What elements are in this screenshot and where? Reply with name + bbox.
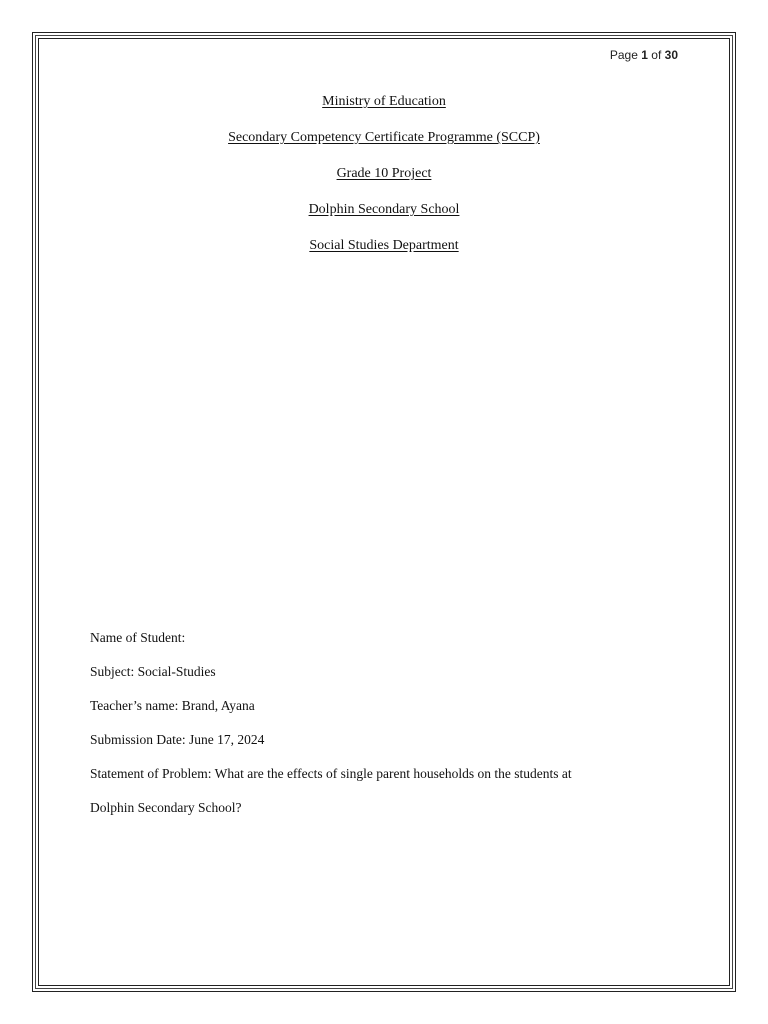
teacher-name-line: Teacher’s name: Brand, Ayana: [90, 698, 255, 713]
student-name-line: Name of Student:: [90, 630, 186, 645]
page-number-separator: of: [651, 48, 662, 62]
title-ministry-text: Ministry of Education: [322, 94, 446, 109]
title-department-text: Social Studies Department: [309, 238, 459, 253]
page-number-current: 1: [641, 48, 648, 62]
title-line-school: [0, 201, 768, 237]
page-number-total: 30: [664, 48, 678, 62]
title-line-ministry: [0, 93, 768, 129]
title-grade-text: Grade 10 Project: [336, 166, 432, 181]
title-line-programme: [0, 129, 768, 165]
page-number-indicator: [610, 48, 678, 62]
problem-statement-line-2: Dolphin Secondary School?: [90, 800, 242, 815]
title-header: [0, 93, 768, 273]
title-line-grade: [0, 165, 768, 201]
problem-statement-line-1: Statement of Problem: What are the effects of single parent households on the students at: [90, 766, 572, 781]
subject-line: Subject: Social-Studies: [90, 664, 216, 679]
title-programme-text: Secondary Competency Certificate Programme (SCCP): [228, 130, 540, 145]
student-details: [90, 629, 710, 833]
title-school-text: Dolphin Secondary School: [308, 202, 460, 217]
title-line-department: [0, 237, 768, 273]
submission-date-line: Submission Date: June 17, 2024: [90, 732, 265, 747]
page-number-prefix: Page: [609, 48, 638, 62]
